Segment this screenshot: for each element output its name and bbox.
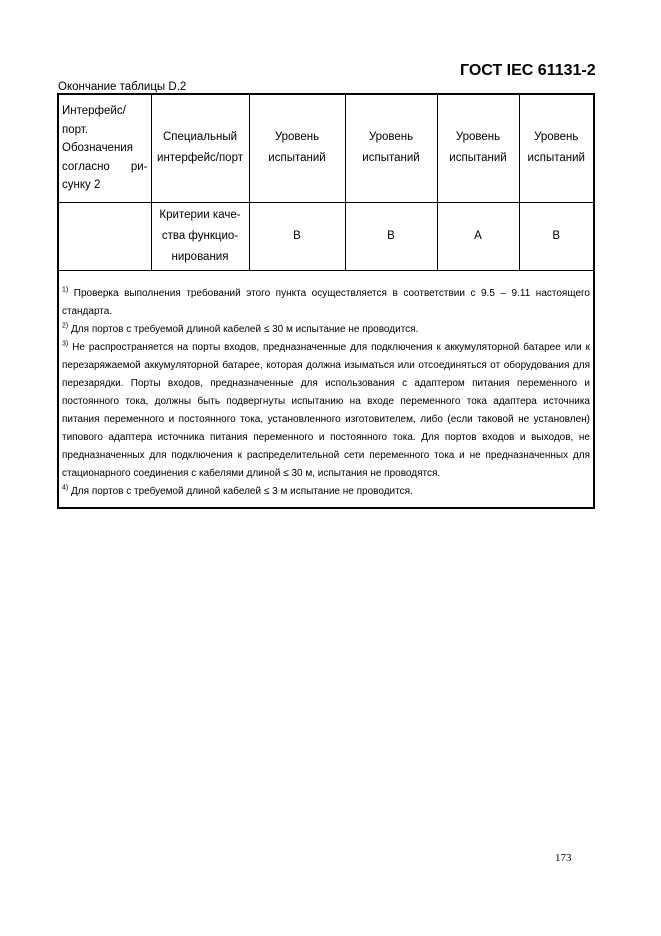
footnote-mark: 1) bbox=[62, 286, 69, 294]
header-level-line: испытаний bbox=[362, 152, 420, 165]
table-caption: Окончание таблицы D.2 bbox=[58, 81, 187, 93]
header-col1-split-line bbox=[62, 158, 151, 177]
criteria-line: нирования bbox=[171, 250, 229, 263]
footnote bbox=[62, 339, 590, 483]
header-level-line: Уровень bbox=[455, 131, 501, 144]
header-col1-line: сунку 2 bbox=[62, 179, 101, 191]
test-levels-table bbox=[57, 93, 595, 509]
criteria-value: B bbox=[249, 202, 345, 270]
document-standard-title: ГОСТ IEC 61131-2 bbox=[460, 62, 596, 79]
header-level-line: Уровень bbox=[534, 131, 579, 144]
notes-row bbox=[58, 270, 594, 508]
footnote-text: Проверка выполнения требований этого пункта осуществляется в соответствии с 9.5 – 9.11 настоящего стандарта. bbox=[62, 287, 590, 317]
header-col1-split-word: согласно bbox=[62, 160, 110, 173]
header-level-line: испытаний bbox=[268, 152, 326, 165]
criteria-line: Критерии каче- bbox=[159, 208, 241, 221]
footnote-text: Для портов с требуемой длиной кабелей ≤ 30 м испытание не проводится. bbox=[68, 323, 419, 335]
header-col2-line: интерфейс/порт bbox=[157, 152, 243, 165]
footnote-mark: 4) bbox=[62, 484, 69, 492]
header-test-level bbox=[437, 94, 519, 202]
criteria-value: B bbox=[519, 202, 594, 270]
header-col1-line: Интерфейс/ bbox=[62, 105, 126, 117]
header-special-interface bbox=[151, 94, 249, 202]
header-col1-split-word: ри- bbox=[130, 160, 148, 173]
footnote-text: Не распространяется на порты входов, предназначенные для подключения к аккумуляторной батарее или к перезаряжаемой аккумуляторной батарее, которая должна изыматься или отсоединяться от оборудования для перезарядки. Порты входов, предназначенные для использования с адаптером питания переменного и постоянного тока, должны быть подвергнуты испытанию на входе переменного тока адаптера источника питания переменного и постоянного тока, установленного изготовителем, либо (если таковой не установлен) типового адаптера источника питания переменного и постоянного тока. Для портов входов и выходов, не предназначенных для подключения к распределительной сети переменного тока и не предназначенных для стационарного соединения с кабелями длиной ≤ 30 м, испытания не проводятся. bbox=[62, 341, 590, 479]
footnote-mark: 2) bbox=[62, 322, 69, 330]
table-header-row bbox=[58, 94, 594, 202]
footnote bbox=[62, 483, 590, 501]
header-col1-line: Обозначения bbox=[62, 142, 133, 154]
criteria-value: A bbox=[437, 202, 519, 270]
footnote bbox=[62, 321, 590, 339]
header-level-line: испытаний bbox=[449, 152, 507, 165]
header-level-line: Уровень bbox=[368, 131, 414, 144]
header-test-level bbox=[519, 94, 594, 202]
footnote-text: Для портов с требуемой длиной кабелей ≤ 3 м испытание не проводится. bbox=[68, 485, 413, 497]
criteria-label bbox=[151, 202, 249, 270]
criteria-row bbox=[58, 202, 594, 270]
header-col2-line: Специальный bbox=[162, 131, 238, 144]
header-level-line: испытаний bbox=[527, 152, 585, 165]
criteria-empty-cell bbox=[58, 202, 151, 270]
criteria-value: B bbox=[345, 202, 437, 270]
page-number: 173 bbox=[555, 852, 572, 864]
header-interface-port bbox=[58, 94, 151, 202]
footnote-mark: 3) bbox=[62, 340, 69, 348]
criteria-line: ства функцио- bbox=[161, 229, 239, 242]
footnote bbox=[62, 285, 590, 321]
header-test-level bbox=[249, 94, 345, 202]
header-test-level bbox=[345, 94, 437, 202]
table-notes bbox=[58, 270, 594, 508]
header-level-line: Уровень bbox=[274, 131, 320, 144]
header-col1-line: порт. bbox=[62, 123, 88, 136]
